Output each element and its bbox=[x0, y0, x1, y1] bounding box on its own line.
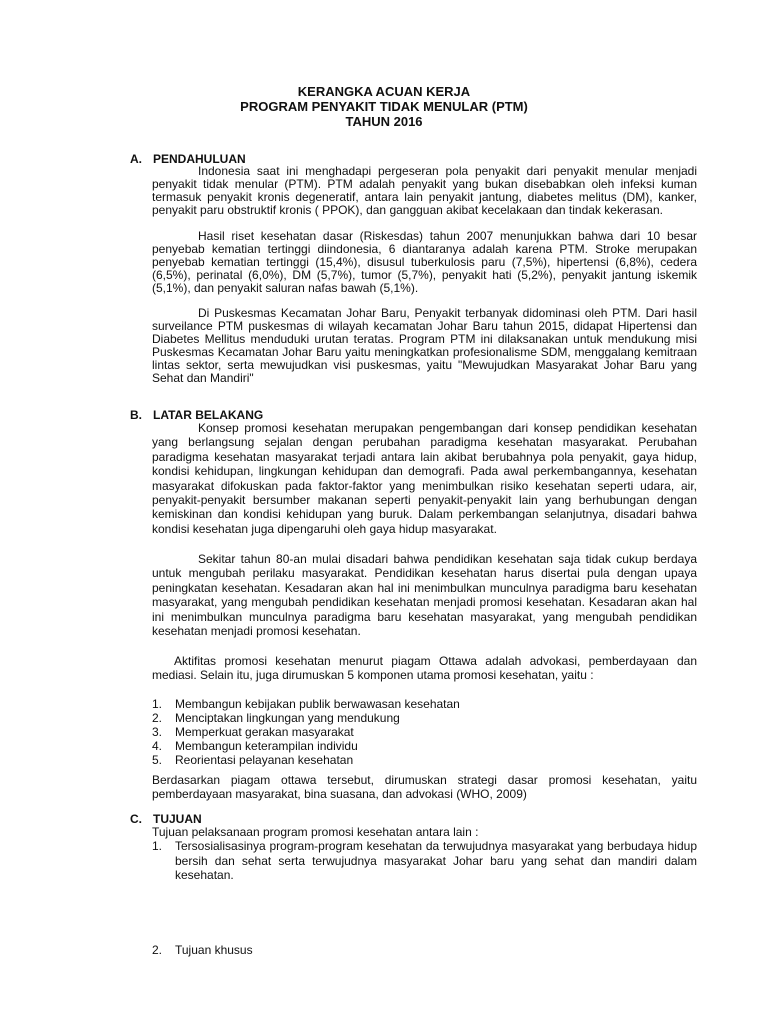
section-b-paragraph-2: Sekitar tahun 80-an mulai disadari bahwa pendidikan kesehatan saja tidak cukup berdaya untuk mengubah perilaku masyarakat. Pendidikan kesehatan harus disertai pula dengan upaya peningkatan kesehatan. Kesadaran akan hal ini menimbulkan munculnya paradigma baru kesehatan masyarakat, yang mengubah pendidikan kesehatan menjadi promosi kesehatan. Kesadaran akan hal ini menimbulkan munculnya paradigma baru kesehatan masyarakat, yang mengubah pendidikan kesehatan menjadi promosi kesehatan. bbox=[152, 552, 697, 639]
section-b-paragraph-3: Aktifitas promosi kesehatan menurut piagam Ottawa adalah advokasi, pemberdayaan dan mediasi. Selain itu, juga dirumuskan 5 komponen utama promosi kesehatan, yaitu : bbox=[152, 654, 697, 683]
section-a-title: PENDAHULUAN bbox=[153, 152, 246, 166]
list-item: 2. Tujuan khusus bbox=[152, 943, 253, 957]
section-c-intro: Tujuan pelaksanaan program promosi kesehatan antara lain : bbox=[152, 825, 479, 839]
section-a-paragraph-2: Hasil riset kesehatan dasar (Riskesdas) tahun 2007 menunjukkan bahwa dari 10 besar penyebab kematian tertinggi diindonesia, 6 diantaranya adalah karena PTM. Stroke merupakan penyebab kematian tertinggi (15,4%), disusul tuberkulosis paru (7,5%), hipertensi (6,8%), cedera (6,5%), perinatal (6,0%), DM (5,7%), tumor (5,7%), penyakit hati (5,2%), penyakit jantung iskemik (5,1%), dan penyakit saluran nafas bawah (5,1%). bbox=[152, 229, 697, 295]
list-item: 3. Memperkuat gerakan masyarakat bbox=[152, 725, 354, 739]
list-item: 4. Membangun keterampilan individu bbox=[152, 739, 358, 753]
document-subtitle: PROGRAM PENYAKIT TIDAK MENULAR (PTM) bbox=[240, 99, 528, 114]
document-year: TAHUN 2016 bbox=[345, 114, 423, 129]
section-c-letter: C. bbox=[130, 812, 142, 826]
document-title: KERANGKA ACUAN KERJA bbox=[297, 84, 471, 99]
objectives-list bbox=[152, 839, 697, 883]
section-b-title: LATAR BELAKANG bbox=[153, 408, 264, 422]
section-a-paragraph-1: Indonesia saat ini menghadapi pergeseran pola penyakit dari penyakit menular menjadi penyakit tidak menular (PTM). PTM adalah penyakit yang bukan disebabkan oleh infeksi kuman termasuk penyakit kronis degeneratif, antara lain penyakit jantung, diabetes melitus (DM), kanker, penyakit paru obstruktif kronis ( PPOK), dan gangguan akibat kecelakaan dan tindak kekerasan. bbox=[152, 164, 697, 217]
section-a-letter: A. bbox=[130, 152, 142, 166]
list-item: 1. Tersosialisasinya program-program kesehatan da terwujudnya masyarakat yang berbudaya hidup bersih dan sehat serta terwujudnya masyarakat Johar baru yang sehat dan mandiri dalam kesehatan. bbox=[152, 839, 697, 882]
list-item: 2. Menciptakan lingkungan yang mendukung bbox=[152, 711, 400, 725]
list-item: 1. Membangun kebijakan publik berwawasan kesehatan bbox=[152, 697, 460, 711]
section-c-heading bbox=[130, 812, 202, 826]
list-item: 5. Reorientasi pelayanan kesehatan bbox=[152, 753, 354, 767]
section-c-title: TUJUAN bbox=[153, 812, 202, 826]
objectives-list-continued bbox=[152, 943, 697, 957]
section-b-letter: B. bbox=[130, 408, 142, 422]
section-b-heading bbox=[130, 408, 263, 422]
promotion-components-list bbox=[152, 697, 697, 767]
section-a-paragraph-3: Di Puskesmas Kecamatan Johar Baru, Penyakit terbanyak didominasi oleh PTM. Dari hasil surveilance PTM puskesmas di wilayah kecamatan Johar Baru tahun 2015, didapat Hipertensi dan Diabetes Mellitus menduduki urutan teratas. Program PTM ini dilaksanakan untuk mendukung misi Puskesmas Kecamatan Johar Baru yaitu meningkatkan profesionalisme SDM, menggalang kemitraan lintas sektor, serta mewujudkan visi puskesmas, yaitu "Mewujudkan Masyarakat Johar Baru yang Sehat dan Mandiri" bbox=[152, 306, 697, 385]
section-b-paragraph-4: Berdasarkan piagam ottawa tersebut, dirumuskan strategi dasar promosi kesehatan, yaitu pemberdayaan masyarakat, bina suasana, dan advokasi (WHO, 2009) bbox=[152, 773, 697, 802]
section-b-paragraph-1: Konsep promosi kesehatan merupakan pengembangan dari konsep pendidikan kesehatan yang berlangsung sejalan dengan perubahan paradigma kesehatan masyarakat. Perubahan paradigma kesehatan masyarakat terjadi antara lain akibat berubahnya pola penyakit, gaya hidup, kondisi kehidupan, lingkungan kehidupan dan demografi. Pada awal perkembangannya, kesehatan masyarakat difokuskan pada faktor-faktor yang menimbulkan risiko kesehatan seperti udara, air, penyakit-penyakit bersumber makanan seperti penyakit-penyakit lain yang berhubungan dengan kemiskinan dan kondisi kehidupan yang buruk. Dalam perkembangan selanjutnya, disadari bahwa kondisi kesehatan juga dipengaruhi oleh gaya hidup masyarakat. bbox=[152, 421, 697, 536]
